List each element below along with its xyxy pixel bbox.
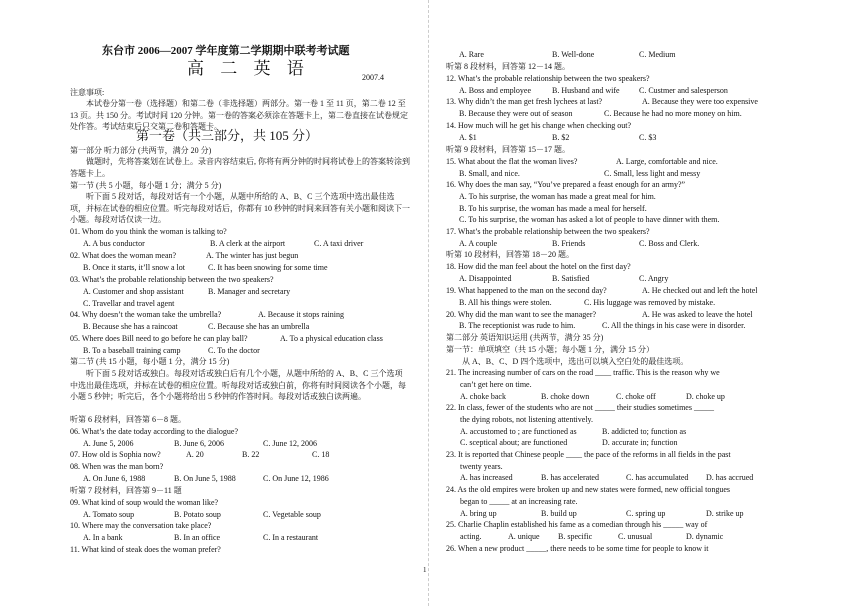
q17-option-b: B. Friends [552,239,586,248]
q9-option-c: C. Vegetable soup [263,510,321,519]
q15-option-a: A. Large, comfortable and nice. [616,157,718,166]
q6-option-b: B. June 6, 2006 [174,439,224,448]
question-23-cont: twenty years. [460,462,503,471]
part1-heading: 第一部分 听力部分 (共两节，满分 20 分) [70,146,212,155]
sec2-intro: 听下面 5 段对话或独白。每段对话或独白后有几个小题，从题中所给的 A、B、C 三个选项中选出最佳选项，并标在试卷的相应位置。听每段对话或独白前，你将有时间阅读各个小题，每小题 5 秒钟；听完后，各个小题将给出 5 秒钟的作答时间。每段对话或独白读两遍。 [70,369,406,402]
part2-instructions: 从 A、B、C、D 四个选项中，选出可以填入空白处的最佳选项。 [462,357,689,366]
sec2-heading: 第二节 (共 15 小题，每小题 1 分，满分 15 分) [70,357,230,366]
q20-option-b: B. The receptionist was rude to him. [459,321,576,330]
question-24-cont: began to _____ at an increasing rate. [460,497,578,506]
q7-option-a: A. 20 [186,450,204,459]
q24-option-c: C. spring up [626,509,666,518]
q15-option-b: B. Small, and nice. [459,169,520,178]
q21-option-a: A. choke back [460,392,506,401]
q3-option-b: B. Manager and secretary [208,287,291,296]
transcript-6-note: 听第 6 段材料，回答第 6－8 题。 [70,415,186,424]
volume-title: 第一卷（共三部分，共 105 分） [136,128,319,143]
q13-option-b: B. Because they were out of season [459,109,573,118]
q10-option-c: C. In a restaurant [263,533,319,542]
q17-option-a: A. A couple [459,239,497,248]
q14-option-b: B. $2 [552,133,570,142]
exam-title: 东台市 2006—2007 学年度第二学期期中联考考试题 [102,45,350,57]
q15-option-c: C. Small, less light and messy [604,169,701,178]
question-16: 16. Why does the man say, “You’ve prepared a feast enough for an army?” [446,180,686,189]
q11-option-b: B. Well-done [552,50,595,59]
q25-option-a: A. unique [508,532,540,541]
column-divider [428,0,429,606]
question-25: 25. Charlie Chaplin established his fame as a comedian through his _____ way of [446,520,708,529]
q2-option-a: A. The winter has just begun [206,251,299,260]
question-5: 05. Where does Bill need to go before he can play ball? [70,334,248,343]
q22-option-d: D. accurate in; function [602,438,678,447]
question-22-cont: the dying robots, not listening attentively. [460,415,594,424]
q23-option-a: A. has increased [460,473,513,482]
part2-heading: 第二部分 英语知识运用 (共两节，满分 35 分) [446,333,604,342]
question-1: 01. Whom do you think the woman is talking to? [70,227,227,236]
q25-option-d: D. dynamic [686,532,724,541]
q18-option-b: B. Satisfied [552,274,590,283]
sec1-intro: 听下面 5 段对话，每段对话有一个小题，从题中所给的 A、B、C 三个选项中选出最佳选项，并标在试卷的相应位置。听完每段对话后，你都有 10 秒钟的时间来回答有关小题和阅读下一小题。每段对话仅读一边。 [70,192,410,225]
question-17: 17. What’s the probable relationship between the two speakers? [446,227,650,236]
q4-option-b: B. Because she has a raincoat [83,322,178,331]
question-20: 20. Why did the man want to see the manager? [446,310,597,319]
q7-option-c: C. 18 [312,450,330,459]
q16-option-b: B. To his surprise, the woman has made a meal for herself. [459,204,647,213]
question-14: 14. How much will he get his change when checking out? [446,121,632,130]
q12-option-c: C. Custmer and salesperson [639,86,728,95]
question-6: 06. What’s the date today according to the dialogue? [70,427,239,436]
q19-option-c: C. His luggage was removed by mistake. [584,298,716,307]
q1-option-a: A. A bus conductor [83,239,145,248]
q20-option-c: C. All the things in his case were in disorder. [602,321,746,330]
q16-option-a: A. To his surprise, the woman has made a great meal for him. [459,192,656,201]
q24-option-a: A. bring up [460,509,497,518]
question-8: 08. When was the man born? [70,462,164,471]
q23-option-c: C. has accumulated [626,473,689,482]
part1-intro: 做题时，先将答案划在试卷上。录音内容结束后, 你将有两分钟的时间将试卷上的答案转涂到答题卡上。 [70,157,410,178]
question-9: 09. What kind of soup would the woman like? [70,498,219,507]
question-10: 10. Where may the conversation take place? [70,521,212,530]
q22-option-b: B. addicted to; function as [602,427,687,436]
question-26: 26. When a new product _____, there needs to be some time for people to know it [446,544,709,553]
question-7: 07. How old is Sophia now? [70,450,161,459]
question-18: 18. How did the man feel about the hotel on the first day? [446,262,631,271]
q14-option-c: C. $3 [639,133,657,142]
q13-option-a: A. Because they were too expensive [642,97,758,106]
notes-heading: 注意事项: [70,88,105,97]
q3-option-a: A. Customer and shop assistant [83,287,184,296]
question-22: 22. In class, fewer of the students who are not _____ their studies sometimes _____ [446,403,714,412]
page-number: 1 [423,566,427,574]
q18-option-a: A. Disappointed [459,274,512,283]
q8-option-a: A. On June 6, 1988 [83,474,146,483]
q25-option-c: C. unusual [618,532,653,541]
q17-option-c: C. Boss and Clerk. [639,239,700,248]
q3-option-c: C. Travellar and travel agent [83,299,175,308]
question-3: 03. What’s the probable relationship between the two speakers? [70,275,274,284]
question-24: 24. As the old empires were broken up and new states were formed, new official tongues [446,485,730,494]
q11-option-a: A. Rare [459,50,484,59]
q1-option-b: B. A clerk at the airport [210,239,286,248]
q14-option-a: A. $1 [459,133,477,142]
question-15: 15. What about the flat the woman lives? [446,157,578,166]
q10-option-a: A. In a bank [83,533,123,542]
q4-option-a: A. Because it stops raining [258,310,344,319]
q22-option-a: A. accustomed to ; are functioned as [460,427,577,436]
question-13: 13. Why didn’t the man get fresh lychees at last? [446,97,603,106]
q24-option-d: D. strike up [706,509,744,518]
q9-option-b: B. Potato soup [174,510,221,519]
q6-option-c: C. June 12, 2006 [263,439,317,448]
exam-date: 2007.4 [362,73,384,82]
question-2: 02. What does the woman mean? [70,251,177,260]
q19-option-b: B. All his things were stolen. [459,298,552,307]
q23-option-b: B. has accelerated [541,473,599,482]
question-19: 19. What happened to the man on the second day? [446,286,607,295]
question-11: 11. What kind of steak does the woman prefer? [70,545,221,554]
q5-option-b: B. To a baseball training camp [83,346,181,355]
transcript-9-note: 听第 9 段材料，回答第 15－17 题。 [446,145,570,154]
transcript-8-note: 听第 8 段材料，回答第 12－14 题。 [446,62,570,71]
q5-option-c: C. To the doctor [208,346,260,355]
question-23: 23. It is reported that Chinese people ____ the pace of the reforms in all fields in the past [446,450,731,459]
q7-option-b: B. 22 [242,450,260,459]
q22-option-c: C. sceptical about; are functioned [460,438,568,447]
q2-option-b: B. Once it starts, it’ll snow a lot [83,263,185,272]
q25-option-b: B. specific [558,532,593,541]
q9-option-a: A. Tomato soup [83,510,135,519]
q10-option-b: B. In an office [174,533,221,542]
question-21-cont: can’t get here on time. [460,380,532,389]
question-25-cont: acting. [460,532,482,541]
q13-option-c: C. Because he had no more money on him. [604,109,742,118]
transcript-7-note: 听第 7 段材料，回答第 9－11 题 [70,486,182,495]
notes-paragraph: 本试卷分第一卷（选择题）和第二卷（非选择题）两部分。第一卷 1 至 11 页，第二卷 12 至 13 页。共 150 分。考试时间 120 分钟。第一卷的答案必须涂在答题卡上，第二卷直接在试卷规定处作答。考试结束后只交第二卷和答题卡。 [70,99,408,132]
q8-option-c: C. On June 12, 1986 [263,474,329,483]
q16-option-c: C. To his surprise, the woman has asked a lot of people to have dinner with them. [459,215,720,224]
subject-title: 高 二 英 语 [187,59,310,78]
q23-option-d: D. has accrued [706,473,754,482]
question-4: 04. Why doesn’t the woman take the umbrella? [70,310,222,319]
q8-option-b: B. On June 5, 1988 [174,474,236,483]
q6-option-a: A. June 5, 2006 [83,439,134,448]
q4-option-c: C. Because she has an umbrella [208,322,310,331]
question-21: 21. The increasing number of cars on the road ____ traffic. This is the reason why we [446,368,720,377]
transcript-10-note: 听第 10 段材料，回答第 18－20 题。 [446,250,574,259]
q20-option-a: A. He was asked to leave the hotel [642,310,753,319]
q11-option-c: C. Medium [639,50,676,59]
q12-option-a: A. Boss and employee [459,86,531,95]
q21-option-d: D. choke up [686,392,725,401]
sec1-heading: 第一节 (共 5 小题，每小题 1 分；满分 5 分) [70,181,222,190]
question-12: 12. What’s the probable relationship between the two speakers? [446,74,650,83]
q24-option-b: B. build up [541,509,577,518]
q5-option-a: A. To a physical education class [280,334,383,343]
q1-option-c: C. A taxi driver [314,239,364,248]
q12-option-b: B. Husband and wife [552,86,620,95]
q2-option-c: C. It has been snowing for some time [208,263,328,272]
part2-section1-heading: 第一节：单项填空（共 15 小题；每小题 1 分，满分 15 分） [446,345,654,354]
q18-option-c: C. Angry [639,274,669,283]
q19-option-a: A. He checked out and left the hotel [642,286,758,295]
q21-option-b: B. choke down [541,392,590,401]
q21-option-c: C. choke off [616,392,656,401]
